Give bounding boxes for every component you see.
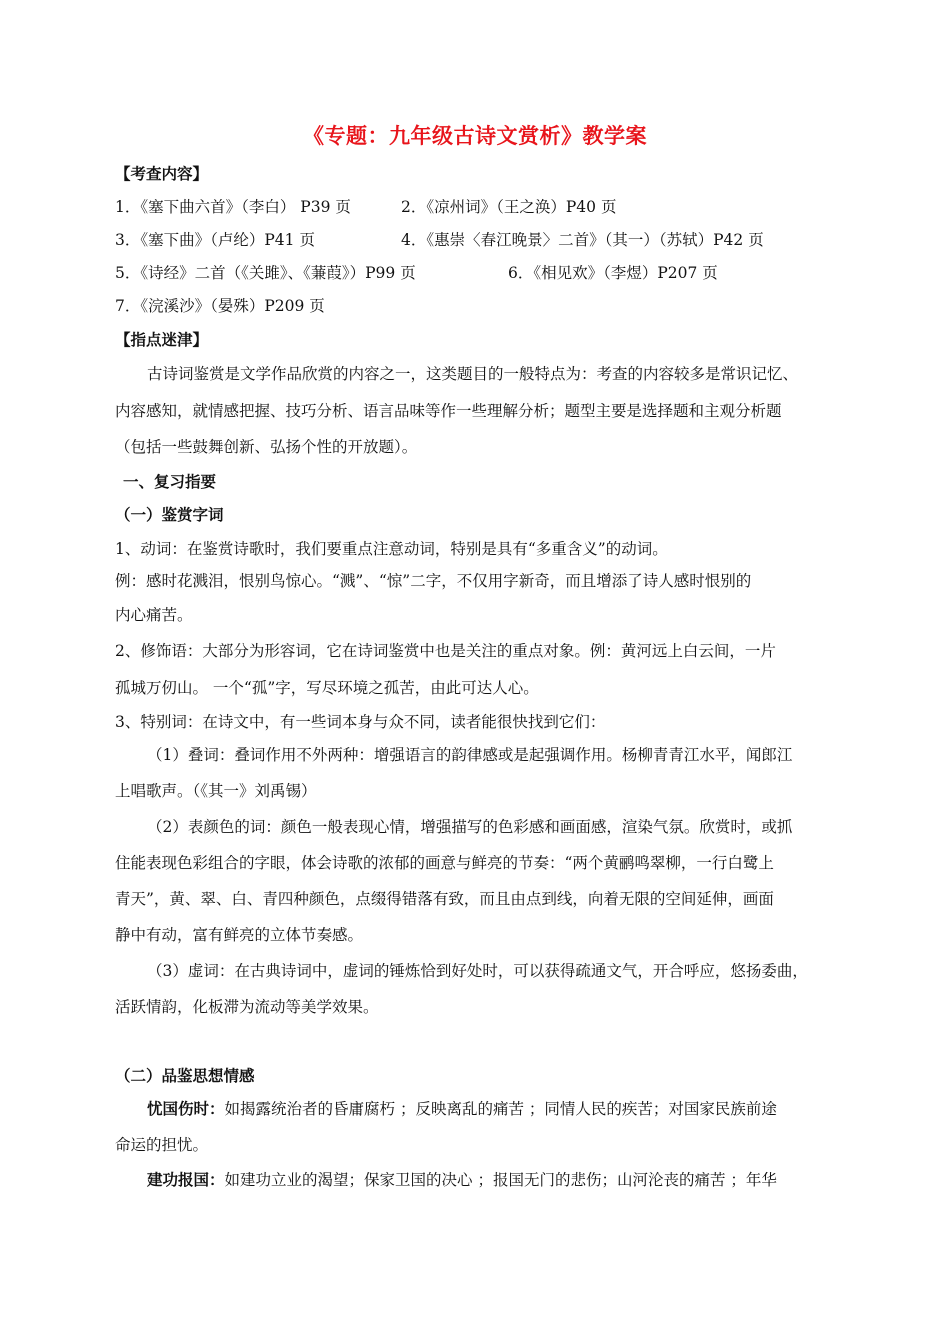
body-line: 内心痛苦。 — [115, 606, 193, 624]
term-label: 忧国伤时： — [147, 1100, 225, 1118]
body-line: 住能表现色彩组合的字眼，体会诗歌的浓郁的画意与鲜亮的节奏：“两个黄鹂鸣翠柳，一行白鹭上 — [115, 854, 774, 872]
list-item: 5．《诗经》二首（《关雎》、《蒹葭》）P99 页 — [115, 264, 416, 282]
list-item: 7．《浣溪沙》（晏殊）P209 页 — [115, 297, 325, 315]
body-line — [147, 1170, 777, 1190]
term-label: 建功报国： — [147, 1171, 225, 1189]
body-line: 孤城万仞山。 一个“孤”字，写尽环境之孤苦，由此可达人心。 — [115, 679, 539, 697]
body-line: 2、修饰语：大部分为形容词，它在诗词鉴赏中也是关注的重点对象。例：黄河远上白云间，一片 — [115, 642, 776, 660]
list-item: 2．《凉州词》（王之涣）P40 页 — [401, 198, 617, 216]
body-line: 例：感时花溅泪，恨别鸟惊心。“溅”、“惊”二字，不仅用字新奇，而且增添了诗人感时恨别的 — [115, 572, 752, 590]
list-item: 6．《相见欢》（李煜）P207 页 — [508, 264, 718, 282]
intro-line: 内容感知，就情感把握、技巧分析、语言品味等作一些理解分析；题型主要是选择题和主观分析题 — [115, 402, 782, 420]
body-line: 活跃情韵，化板滞为流动等美学效果。 — [115, 998, 379, 1016]
body-line: （2）表颜色的词：颜色一般表现心情，增强描写的色彩感和画面感，渲染气氛。欣赏时，或抓 — [147, 818, 793, 836]
intro-line: （包括一些鼓舞创新、弘扬个性的开放题）。 — [115, 438, 418, 456]
section-heading-kaocha: 【考查内容】 — [115, 165, 209, 183]
list-item: 3．《塞下曲》（卢纶）P41 页 — [115, 231, 315, 249]
heading-emotions: （二）品鉴思想情感 — [115, 1067, 255, 1085]
body-line: 青天”，黄、翠、白、青四种颜色，点缀得错落有致，而且由点到线，向着无限的空间延伸，画面 — [115, 890, 774, 908]
body-line: 上唱歌声。（《其一》刘禹锡） — [115, 782, 317, 800]
term-text: 如建功立业的渴望；保家卫国的决心 ；报国无门的悲伤；山河沦丧的痛苦 ；年华 — [224, 1171, 777, 1189]
term-text: 如揭露统治者的昏庸腐朽 ；反映离乱的痛苦 ；同情人民的疾苦；对国家民族前途 — [224, 1100, 777, 1118]
heading-review: 一、复习指要 — [123, 473, 217, 491]
body-line — [147, 1099, 777, 1119]
heading-words: （一）鉴赏字词 — [115, 506, 224, 524]
list-item: 4．《惠崇〈春江晚景〉二首》（其一）（苏轼）P42 页 — [401, 231, 764, 249]
body-line: （1）叠词：叠词作用不外两种：增强语言的韵律感或是起强调作用。杨柳青青江水平，闻郎江 — [147, 746, 793, 764]
page-title: 《专题：九年级古诗文赏析》教学案 — [303, 124, 647, 148]
body-line: 3、特别词：在诗文中，有一些词本身与众不同，读者能很快找到它们： — [115, 713, 606, 731]
body-line: 静中有动，富有鲜亮的立体节奏感。 — [115, 926, 364, 944]
body-line: （3）虚词：在古典诗词中，虚词的锤炼恰到好处时，可以获得疏通文气，开合呼应，悠扬委曲， — [147, 962, 808, 980]
intro-line: 古诗词鉴赏是文学作品欣赏的内容之一，这类题目的一般特点为：考查的内容较多是常识记忆、 — [147, 365, 799, 383]
body-line: 命运的担忧。 — [115, 1136, 209, 1154]
section-heading-zhidian: 【指点迷津】 — [115, 331, 209, 349]
list-item: 1．《塞下曲六首》（李白） P39 页 — [115, 198, 351, 216]
body-line: 1、动词：在鉴赏诗歌时，我们要重点注意动词，特别是具有“多重含义”的动词。 — [115, 540, 668, 558]
